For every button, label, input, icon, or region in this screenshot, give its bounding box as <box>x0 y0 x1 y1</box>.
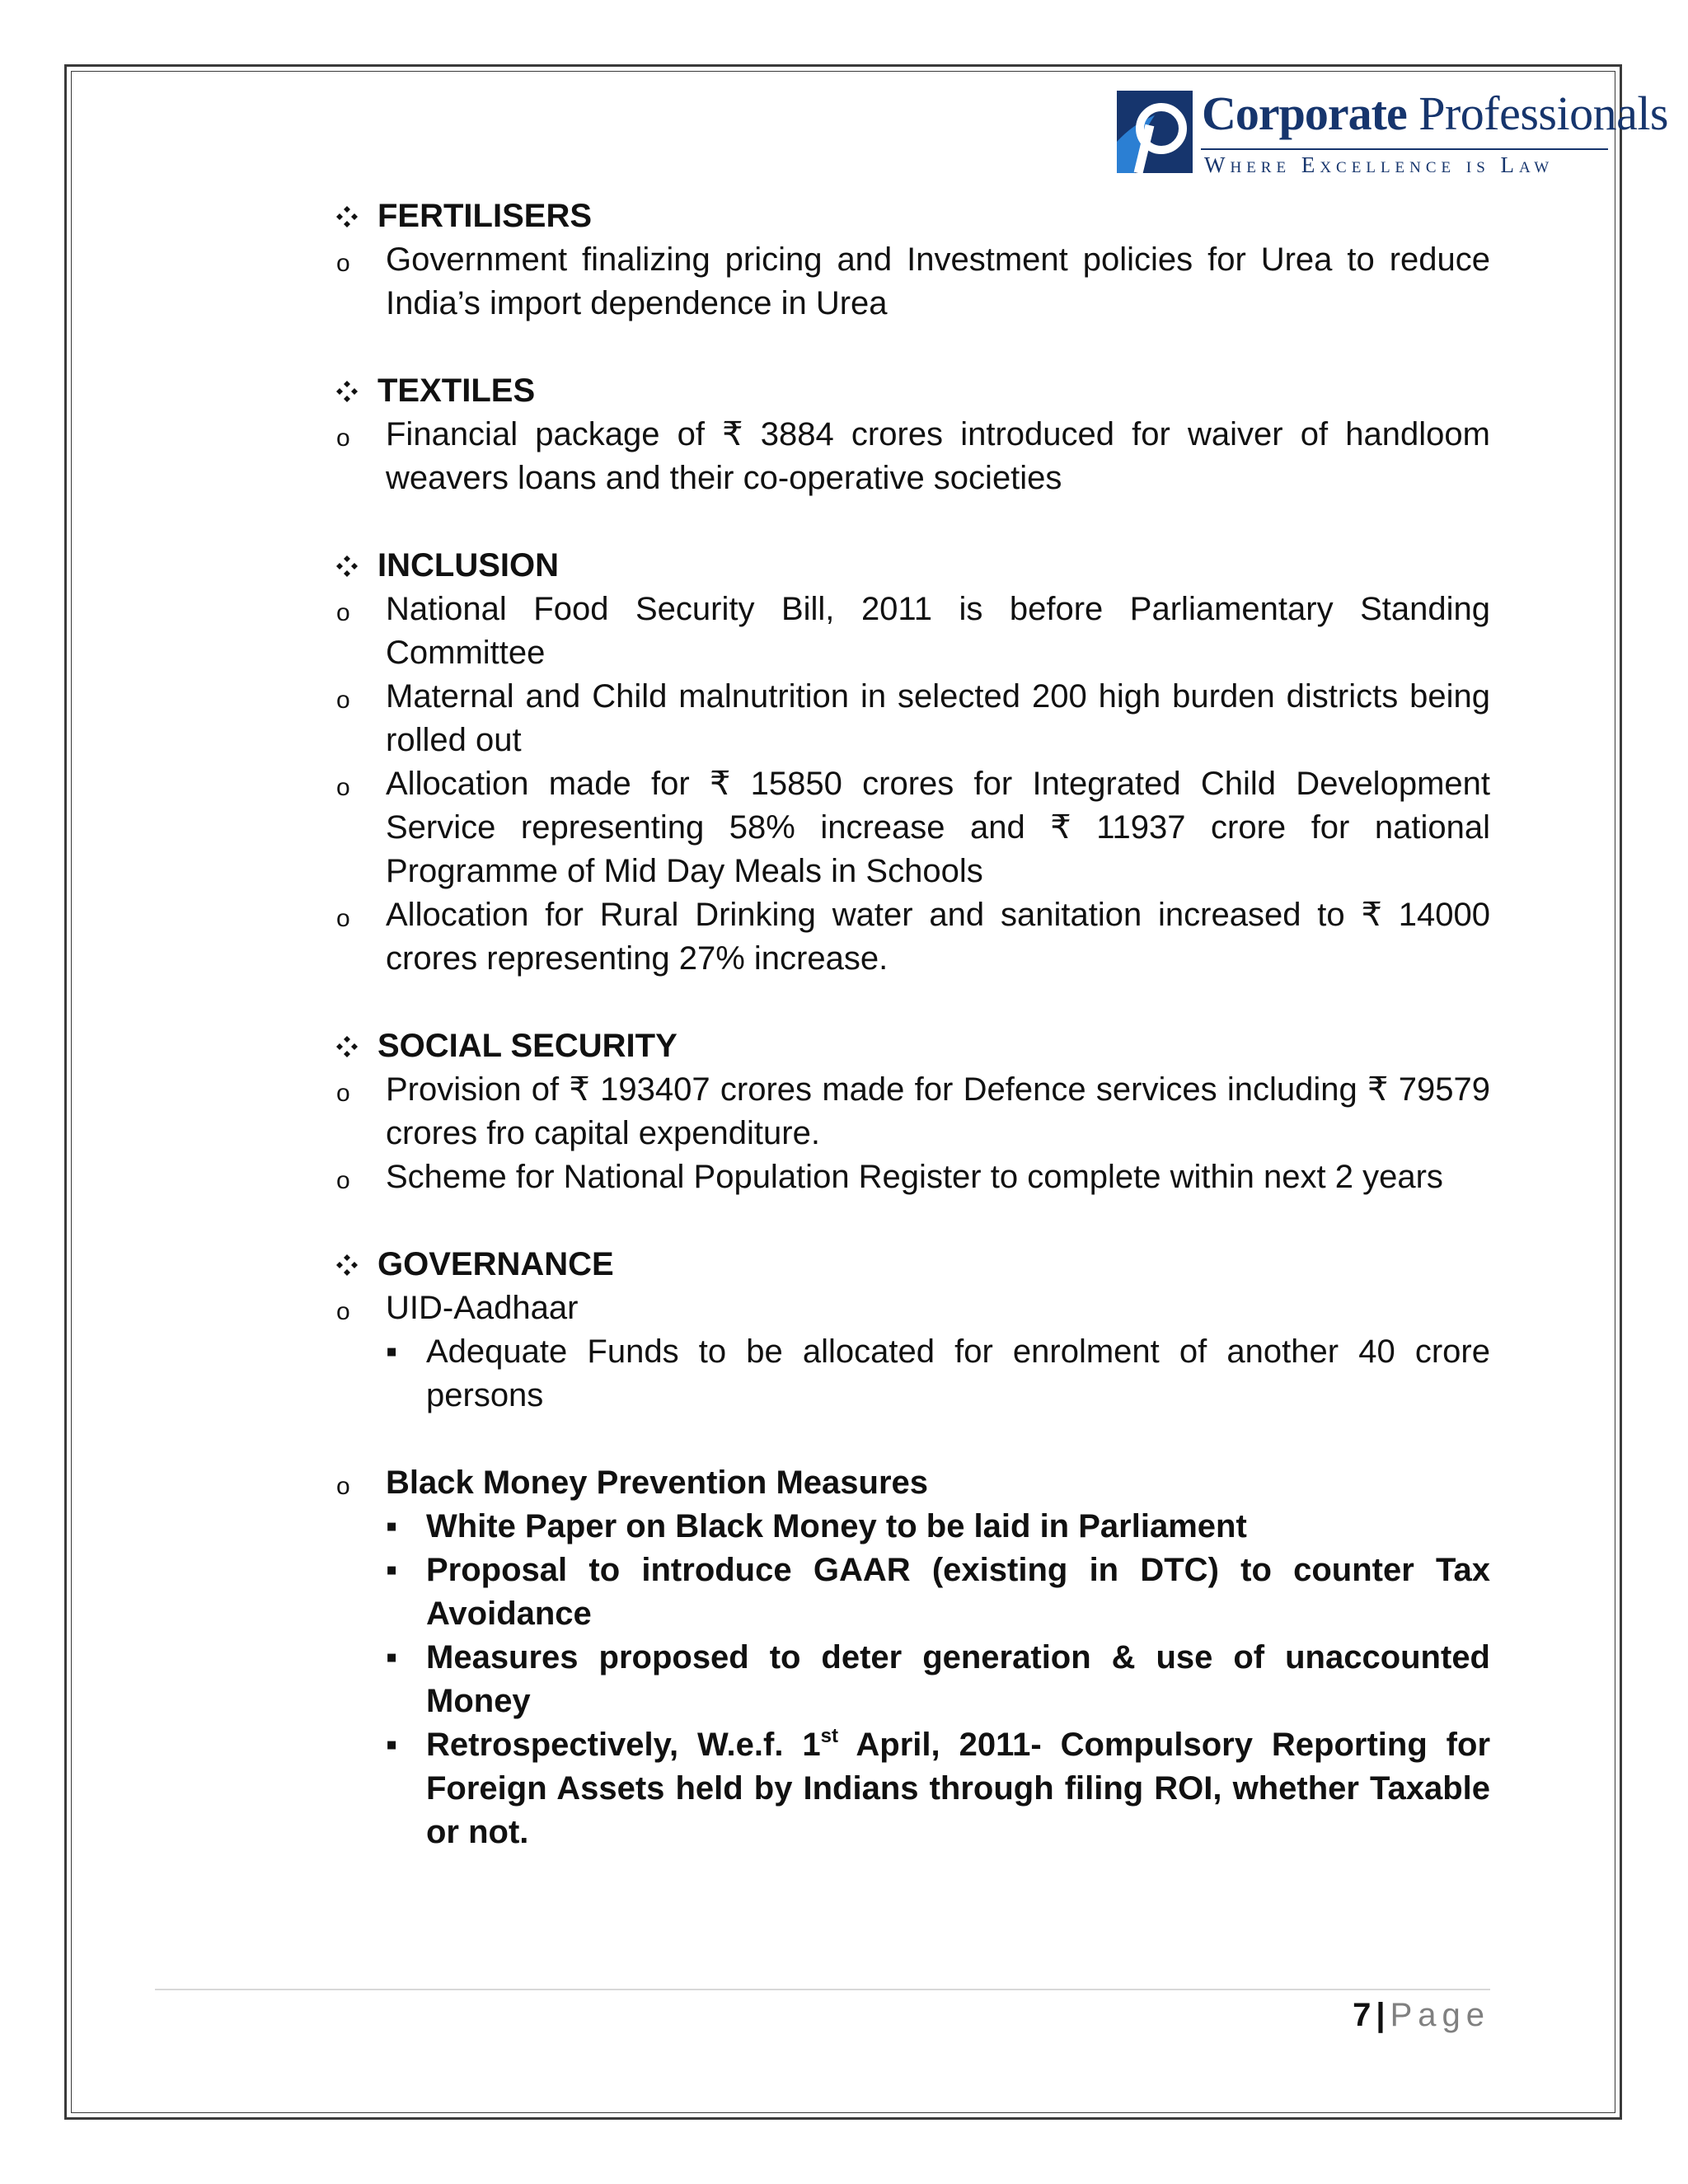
logo-tagline: Where Excellence is Law <box>1204 152 1554 177</box>
four-diamond-bullet-icon <box>336 1254 358 1276</box>
circle-bullet-icon: o <box>336 250 350 277</box>
company-logo <box>1117 87 1669 177</box>
four-diamond-bullet-icon <box>336 206 358 227</box>
circle-bullet-icon: o <box>336 905 350 932</box>
sub-list-item: ▪ Measures proposed to deter generation & use of unaccounted Money <box>386 1636 1490 1723</box>
list-item: o Allocation made for ₹ 15850 crores for Integrated Child Development Service representing 58% increase and ₹ 11937 crore for national Programme of Mid Day Meals in Schools <box>336 766 1490 889</box>
list-item: o Maternal and Child malnutrition in selected 200 high burden districts being rolled out <box>336 678 1490 758</box>
circle-bullet-icon: o <box>336 599 350 626</box>
circle-bullet-icon: o <box>336 687 350 714</box>
square-bullet-icon: ▪ <box>386 1508 398 1544</box>
section-textiles <box>336 369 1490 500</box>
list-item: o Scheme for National Population Register to complete within next 2 years <box>336 1155 1490 1199</box>
list-item: o National Food Security Bill, 2011 is before Parliamentary Standing Committee <box>336 591 1490 671</box>
sub-list-item: ▪ White Paper on Black Money to be laid in Parliament <box>386 1505 1490 1549</box>
circle-bullet-icon: o <box>336 1298 350 1325</box>
section-governance <box>336 1243 1490 1854</box>
black-money-item: o Black Money Prevention Measures ▪ White Paper on Black Money to be laid in Parliament ▪ Proposal to introduce GAAR (existing in DTC) to counter Tax Avoidance ▪ Measures proposed to deter generation & use of unaccounted Money ▪ Retrospectively, W.e.f. 1st April, 2011- Compulsory Reporting for Foreign Assets held by Indians through filing ROI, whether Taxable or not. <box>336 1461 1490 1854</box>
circle-bullet-icon: o <box>336 1080 350 1107</box>
circle-bullet-icon: o <box>336 424 350 452</box>
section-heading: SOCIAL SECURITY <box>377 1028 678 1064</box>
square-bullet-icon: ▪ <box>386 1333 398 1370</box>
list-item: o Provision of ₹ 193407 crores made for Defence services including ₹ 79579 crores fro capital expenditure. <box>336 1071 1490 1151</box>
section-social-security <box>336 1024 1490 1199</box>
square-bullet-icon: ▪ <box>386 1639 398 1675</box>
sub-list-item: ▪ Retrospectively, W.e.f. 1st April, 2011- Compulsory Reporting for Foreign Assets held by Indians through filing ROI, whether Taxable or not. <box>386 1725 1491 1850</box>
list-item: o Government finalizing pricing and Investment policies for Urea to reduce India’s import dependence in Urea <box>336 241 1490 321</box>
square-bullet-icon: ▪ <box>386 1552 398 1588</box>
section-heading: FERTILISERS <box>377 198 593 234</box>
section-heading: GOVERNANCE <box>377 1246 614 1282</box>
four-diamond-bullet-icon <box>336 1036 358 1057</box>
circle-bullet-icon: o <box>336 1167 350 1194</box>
circle-bullet-icon: o <box>336 774 350 801</box>
four-diamond-bullet-icon <box>336 555 358 577</box>
section-inclusion <box>336 544 1490 981</box>
logo-mark-icon <box>1117 91 1193 173</box>
sub-list-item: ▪ Proposal to introduce GAAR (existing in DTC) to counter Tax Avoidance <box>386 1549 1490 1636</box>
circle-bullet-icon: o <box>336 1473 350 1500</box>
logo-title: Corporate Professionals <box>1202 87 1669 140</box>
section-heading: TEXTILES <box>377 373 536 409</box>
page-label: Page <box>1390 1997 1490 2033</box>
footer-separator: | <box>1376 1997 1386 2033</box>
sub-list-item: ▪ Adequate Funds to be allocated for enrolment of another 40 crore persons <box>386 1330 1490 1418</box>
section-heading: INCLUSION <box>377 547 559 583</box>
square-bullet-icon: ▪ <box>386 1727 398 1763</box>
page-footer <box>1353 1994 1490 2036</box>
list-item: o Financial package of ₹ 3884 crores introduced for waiver of handloom weavers loans and their co-operative societies <box>336 416 1490 496</box>
page-content <box>336 194 1490 1854</box>
uid-aadhaar-item: o UID-Aadhaar ▪ Adequate Funds to be allocated for enrolment of another 40 crore persons <box>336 1286 1490 1418</box>
page-number: 7 <box>1353 1997 1372 2033</box>
four-diamond-bullet-icon <box>336 381 358 402</box>
section-fertilisers <box>336 194 1490 326</box>
footer-rule <box>155 1989 1490 1990</box>
logo-rule <box>1201 148 1608 150</box>
list-item: o Allocation for Rural Drinking water and sanitation increased to ₹ 14000 crores representing 27% increase. <box>336 897 1490 977</box>
